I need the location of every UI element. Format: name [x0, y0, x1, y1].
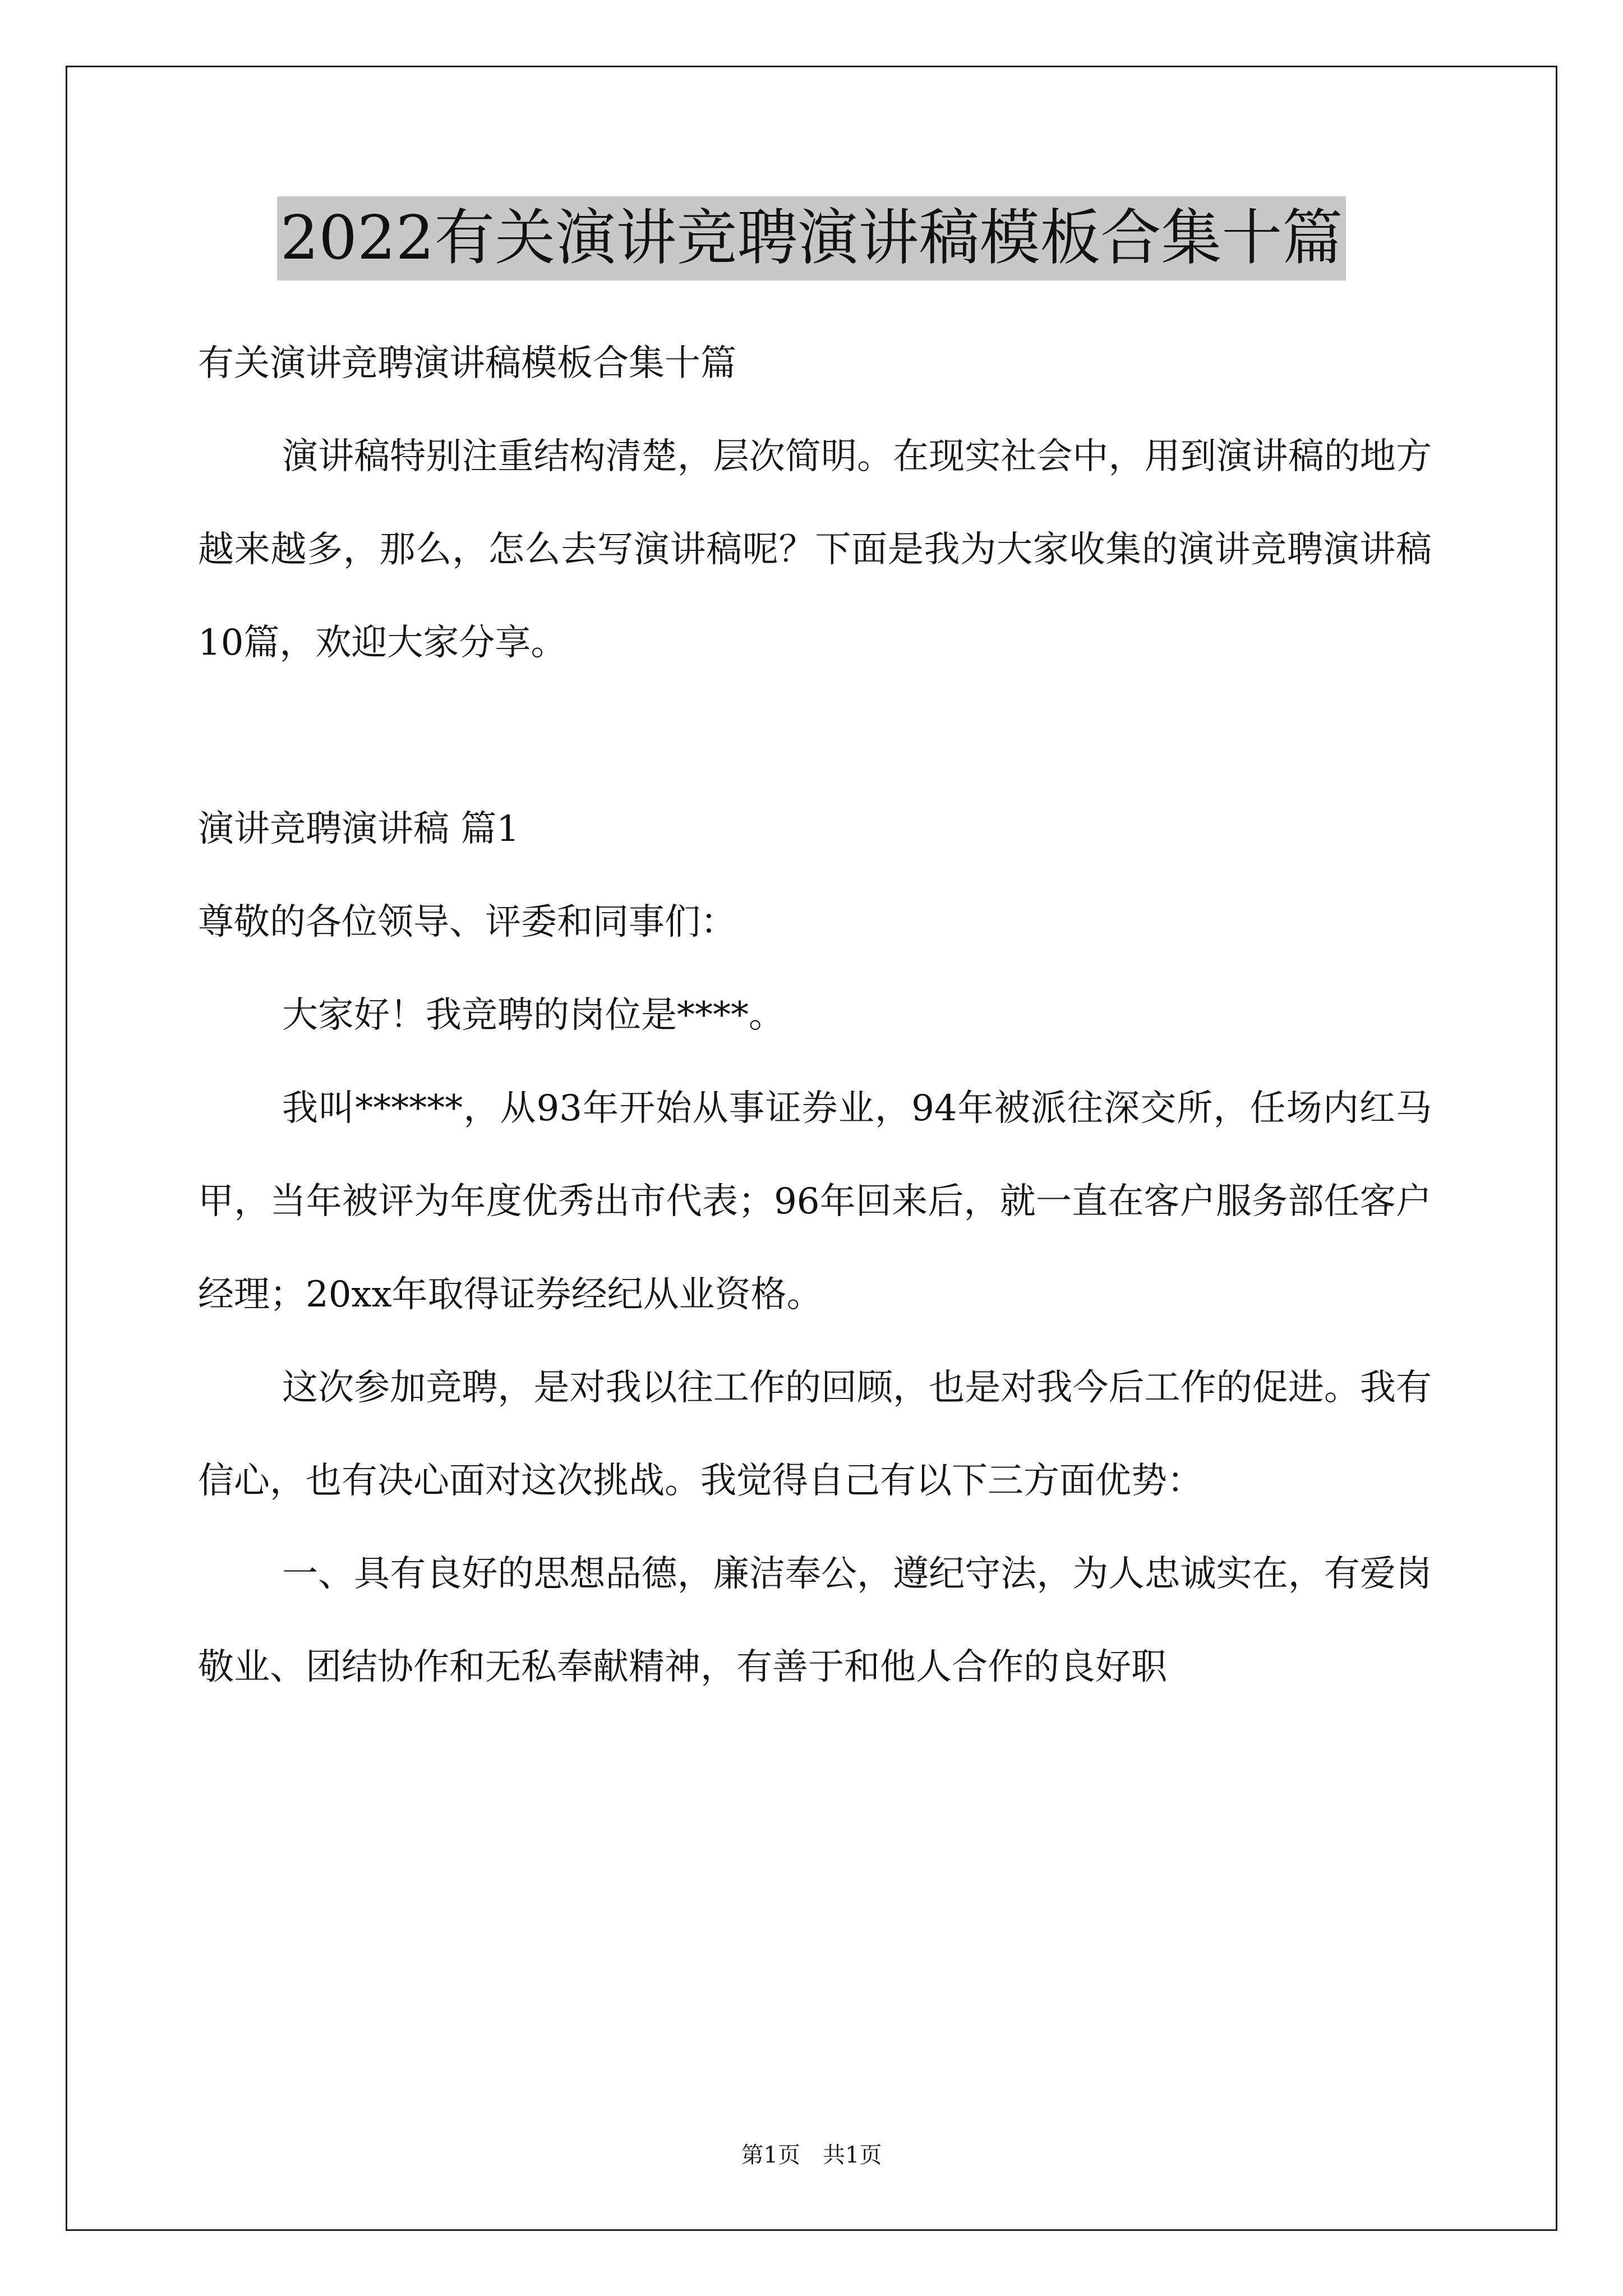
section-heading: 演讲竞聘演讲稿 篇1 — [198, 808, 520, 850]
salutation: 尊敬的各位领导、评委和同事们： — [198, 901, 736, 943]
body-paragraph: 这次参加竞聘，是对我以往工作的回顾，也是对我今后工作的促进。我有信心，也有决心面对这次挑战。我觉得自己有以下三方面优势： — [198, 1367, 1432, 1502]
page-number: 第1页 共1页 — [741, 2142, 882, 2168]
document-subtitle: 有关演讲竞聘演讲稿模板合集十篇 — [198, 343, 736, 384]
body-paragraph: 我叫******，从93年开始从事证券业，94年被派往深交所，任场内红马甲，当年被评为年度优秀出市代表；96年回来后，就一直在客户服务部任客户经理；20xx年取得证券经纪从业资格。 — [198, 1088, 1432, 1315]
intro-paragraph: 演讲稿特别注重结构清楚，层次简明。在现实社会中，用到演讲稿的地方越来越多，那么，怎么去写演讲稿呢？下面是我为大家收集的演讲竞聘演讲稿10篇，欢迎大家分享。 — [198, 436, 1432, 664]
body-paragraph: 大家好！我竞聘的岗位是****。 — [282, 995, 785, 1036]
document-body — [198, 317, 1432, 1714]
body-paragraph: 一、具有良好的思想品德，廉洁奉公，遵纪守法，为人忠诚实在，有爱岗敬业、团结协作和无私奉献精神，有善于和他人合作的良好职 — [198, 1553, 1432, 1688]
document-title: 2022有关演讲竞聘演讲稿模板合集十篇 — [277, 196, 1347, 280]
title-container — [0, 196, 1623, 280]
page-footer — [0, 2138, 1623, 2172]
spacer — [198, 689, 1432, 783]
